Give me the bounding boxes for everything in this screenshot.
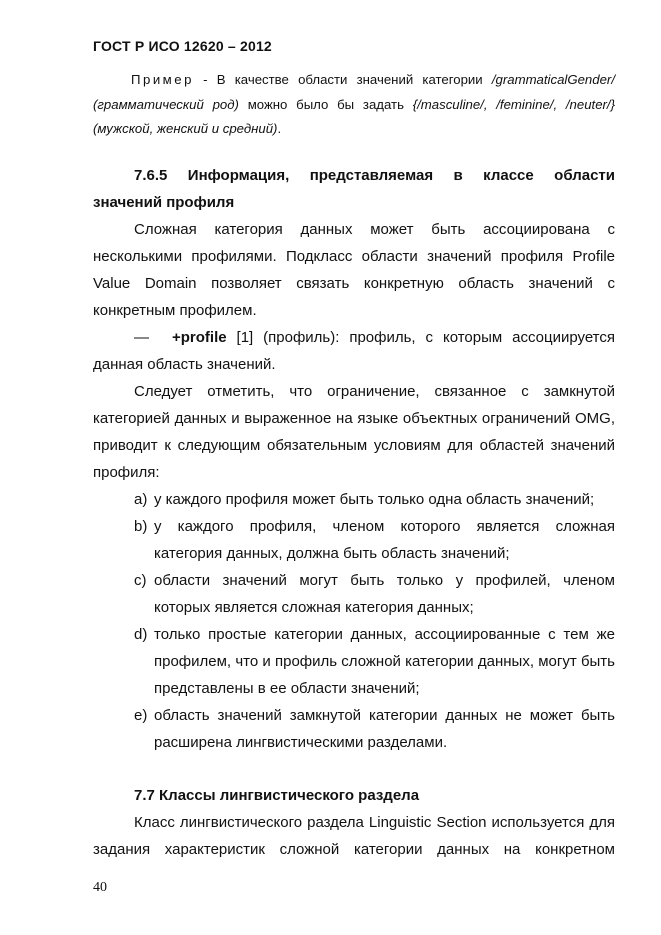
page-number: 40: [93, 880, 107, 895]
example-values-ru: (мужской, женский и средний): [93, 121, 278, 136]
section-heading-765: [93, 162, 615, 189]
paragraph-profiles: Сложная категория данных может быть ассоциирована с несколькими профилями. Подкласс области значений профиля Profile Value Domain позволяет связать конкретную область значений с конкретным профилем.: [93, 221, 615, 319]
profile-attribute-item: [93, 324, 615, 378]
list-marker: d): [134, 626, 148, 643]
example-text-a: - В качестве области значений категории: [203, 72, 492, 87]
list-item-text: у каждого профиля, членом которого является сложная категория данных, должна быть область значений;: [154, 518, 615, 562]
list-item-text: только простые категории данных, ассоциированные с тем же профилем, что и профиль сложной категории данных, могут быть представлены в ее области значений;: [154, 626, 615, 697]
section-heading-77: 7.7 Классы лингвистического раздела: [134, 787, 420, 804]
section-heading-765-line2: значений профиля: [93, 194, 235, 211]
example-label: Пример: [131, 72, 194, 87]
list-item: [93, 567, 615, 621]
example-note: [93, 68, 615, 142]
example-end: .: [277, 121, 282, 136]
list-marker: e): [134, 707, 148, 724]
list-item: [93, 621, 615, 702]
list-item-text: области значений могут быть только у профилей, членом которых является сложная категория данных;: [154, 572, 615, 616]
list-item: [93, 702, 615, 756]
list-item: [93, 513, 615, 567]
list-item: [93, 486, 615, 513]
list-marker: c): [134, 572, 147, 589]
document-header: ГОСТ Р ИСО 12620 – 2012: [93, 38, 272, 54]
example-text-b: можно было бы задать: [238, 96, 413, 112]
paragraph-constraint: Следует отметить, что ограничение, связанное с замкнутой категорией данных и выраженное на языке объектных ограничений OMG, приводит к следующим обязательным условиям для областей значений профиля:: [93, 383, 615, 481]
list-item-text: у каждого профиля может быть только одна область значений;: [154, 491, 595, 508]
paragraph-linguistic-section: Класс лингвистического раздела Linguistic Section используется для задания характеристик сложной категории данных на конкретном: [93, 814, 615, 858]
document-body: [93, 162, 615, 863]
list-item-text: область значений замкнутой категории данных не может быть расширена лингвистическими разделами.: [154, 707, 615, 751]
example-term-en: /grammaticalGender/: [491, 72, 615, 87]
profile-term-text: [1] (профиль): профиль, с которым ассоциируется данная область значений.: [93, 329, 615, 373]
dash-marker: —: [134, 329, 149, 346]
conditions-list: [93, 486, 615, 756]
section-heading-765-line1: 7.6.5 Информация, представляемая в классе области: [134, 167, 615, 184]
list-marker: a): [134, 491, 148, 508]
list-marker: b): [134, 518, 148, 535]
example-values-en: {/masculine/, /feminine/, /neuter/}: [412, 96, 615, 112]
profile-term: +profile: [172, 329, 227, 346]
example-term-ru: (грамматический род): [93, 96, 239, 112]
